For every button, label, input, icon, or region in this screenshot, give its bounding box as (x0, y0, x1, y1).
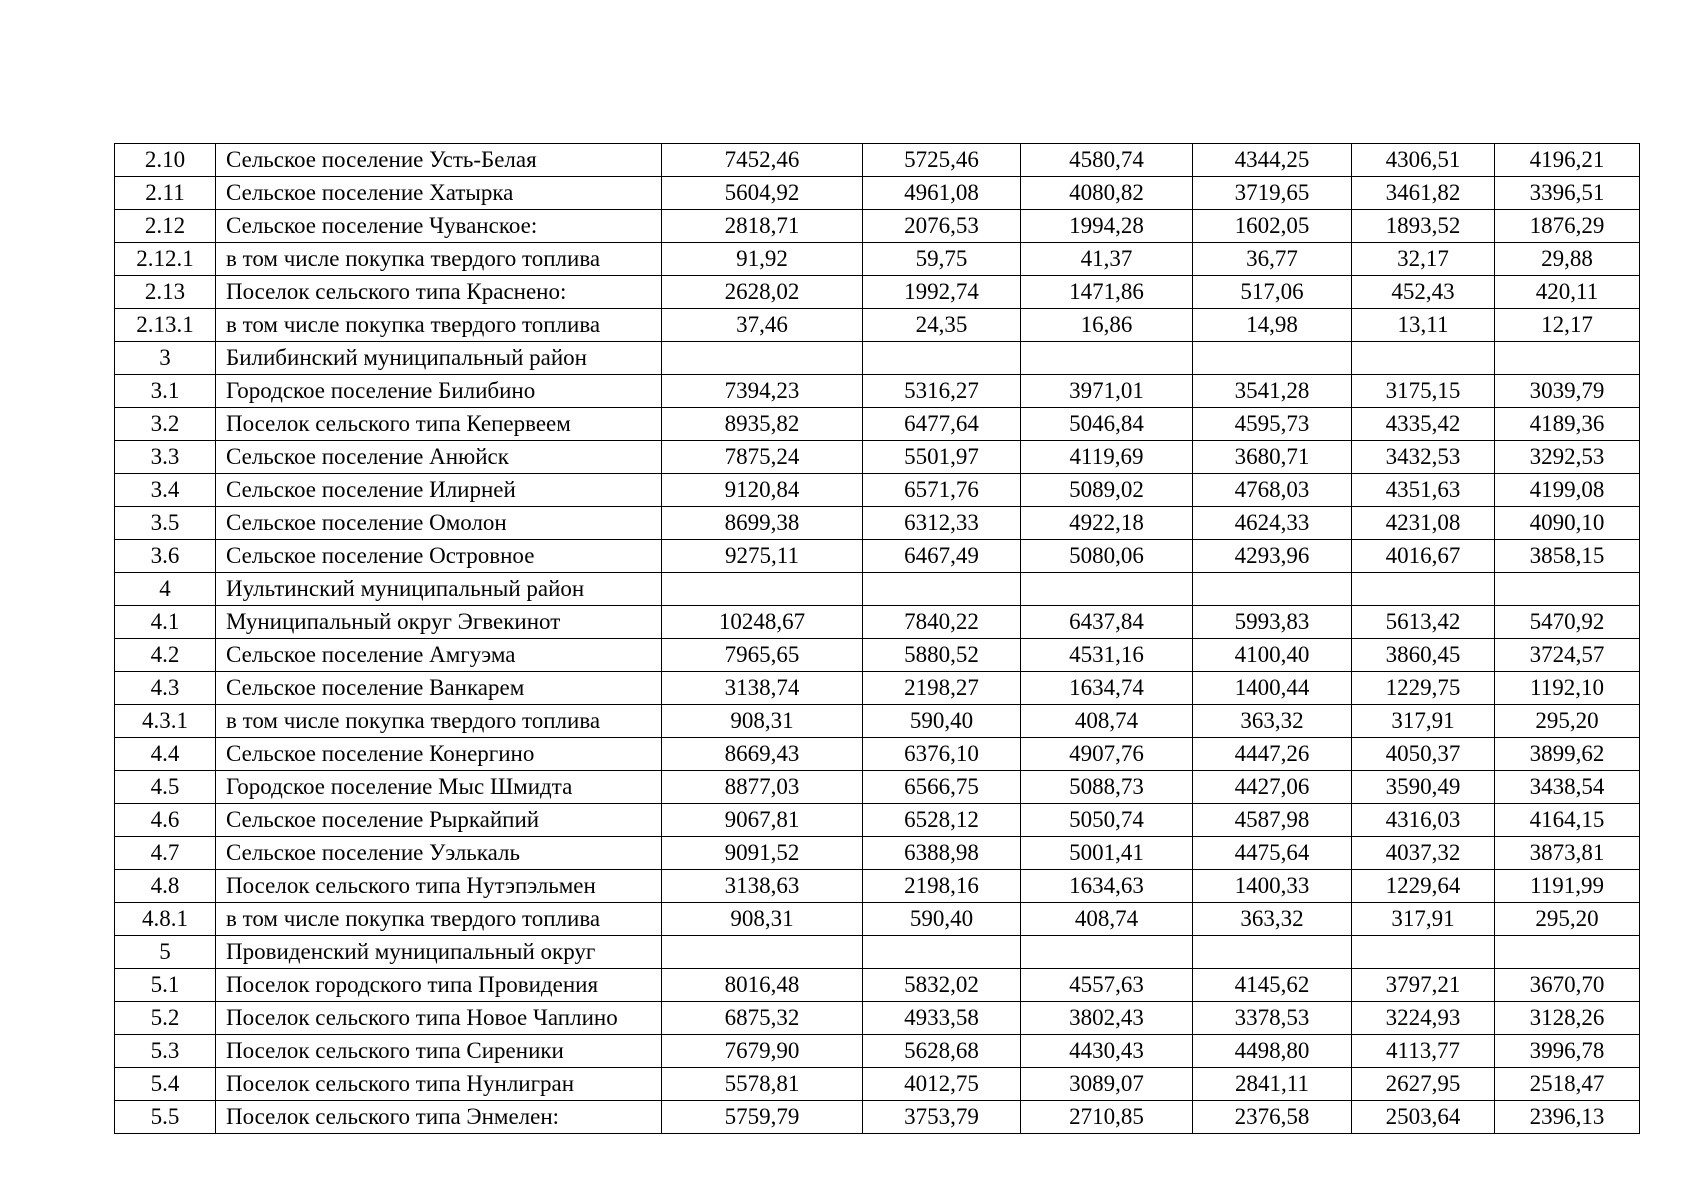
table-body (115, 144, 1640, 1134)
value-cell: 4344,25 (1193, 144, 1352, 177)
settlement-name-cell: в том числе покупка твердого топлива (216, 705, 662, 738)
value-cell: 4768,03 (1193, 474, 1352, 507)
value-cell: 1400,33 (1193, 870, 1352, 903)
row-number-cell: 5.5 (115, 1101, 216, 1134)
value-cell: 6388,98 (863, 837, 1021, 870)
value-cell: 4922,18 (1021, 507, 1193, 540)
value-cell: 3461,82 (1352, 177, 1495, 210)
table-row (115, 1035, 1640, 1068)
value-cell: 6566,75 (863, 771, 1021, 804)
value-cell: 295,20 (1495, 705, 1640, 738)
settlement-name-cell: Муниципальный округ Эгвекинот (216, 606, 662, 639)
value-cell: 1992,74 (863, 276, 1021, 309)
settlement-name-cell: Сельское поселение Амгуэма (216, 639, 662, 672)
table-row (115, 276, 1640, 309)
value-cell: 12,17 (1495, 309, 1640, 342)
value-cell: 590,40 (863, 903, 1021, 936)
row-number-cell: 4.3.1 (115, 705, 216, 738)
value-cell: 4430,43 (1021, 1035, 1193, 1068)
value-cell: 4580,74 (1021, 144, 1193, 177)
row-number-cell: 3.3 (115, 441, 216, 474)
value-cell: 5613,42 (1352, 606, 1495, 639)
value-cell: 3432,53 (1352, 441, 1495, 474)
settlement-name-cell: Сельское поселение Илирней (216, 474, 662, 507)
value-cell: 4907,76 (1021, 738, 1193, 771)
value-cell: 6437,84 (1021, 606, 1193, 639)
value-cell: 7840,22 (863, 606, 1021, 639)
value-cell: 4164,15 (1495, 804, 1640, 837)
value-cell: 4012,75 (863, 1068, 1021, 1101)
table-row (115, 342, 1640, 375)
value-cell: 1876,29 (1495, 210, 1640, 243)
value-cell: 1471,86 (1021, 276, 1193, 309)
data-table (114, 143, 1640, 1134)
value-cell: 8877,03 (662, 771, 863, 804)
value-cell: 3541,28 (1193, 375, 1352, 408)
value-cell: 1634,74 (1021, 672, 1193, 705)
value-cell: 36,77 (1193, 243, 1352, 276)
row-number-cell: 4.4 (115, 738, 216, 771)
value-cell: 5604,92 (662, 177, 863, 210)
value-cell: 3224,93 (1352, 1002, 1495, 1035)
value-cell: 5832,02 (863, 969, 1021, 1002)
value-cell: 4090,10 (1495, 507, 1640, 540)
value-cell: 317,91 (1352, 705, 1495, 738)
value-cell: 6312,33 (863, 507, 1021, 540)
value-cell: 5050,74 (1021, 804, 1193, 837)
value-cell: 4475,64 (1193, 837, 1352, 870)
value-cell: 8935,82 (662, 408, 863, 441)
value-cell: 3175,15 (1352, 375, 1495, 408)
value-cell: 4016,67 (1352, 540, 1495, 573)
value-cell: 2198,16 (863, 870, 1021, 903)
table-row (115, 573, 1640, 606)
value-cell: 3802,43 (1021, 1002, 1193, 1035)
value-cell: 908,31 (662, 705, 863, 738)
row-number-cell: 5 (115, 936, 216, 969)
value-cell: 4050,37 (1352, 738, 1495, 771)
value-cell: 7875,24 (662, 441, 863, 474)
settlement-name-cell: Сельское поселение Чуванское: (216, 210, 662, 243)
value-cell (863, 936, 1021, 969)
value-cell: 4961,08 (863, 177, 1021, 210)
value-cell: 4196,21 (1495, 144, 1640, 177)
value-cell: 3039,79 (1495, 375, 1640, 408)
value-cell: 3873,81 (1495, 837, 1640, 870)
value-cell (1021, 573, 1193, 606)
row-number-cell: 2.10 (115, 144, 216, 177)
table-row (115, 210, 1640, 243)
settlement-name-cell: Городское поселение Мыс Шмидта (216, 771, 662, 804)
value-cell (1193, 573, 1352, 606)
table-row (115, 408, 1640, 441)
value-cell: 3753,79 (863, 1101, 1021, 1134)
settlement-name-cell: Поселок сельского типа Нутэпэльмен (216, 870, 662, 903)
value-cell: 4231,08 (1352, 507, 1495, 540)
table-row (115, 441, 1640, 474)
value-cell: 3396,51 (1495, 177, 1640, 210)
value-cell: 4293,96 (1193, 540, 1352, 573)
settlement-name-cell: в том числе покупка твердого топлива (216, 243, 662, 276)
row-number-cell: 3.6 (115, 540, 216, 573)
value-cell: 6376,10 (863, 738, 1021, 771)
value-cell: 4557,63 (1021, 969, 1193, 1002)
table-row (115, 375, 1640, 408)
row-number-cell: 3.1 (115, 375, 216, 408)
row-number-cell: 4.2 (115, 639, 216, 672)
value-cell: 4113,77 (1352, 1035, 1495, 1068)
value-cell: 5628,68 (863, 1035, 1021, 1068)
value-cell: 5080,06 (1021, 540, 1193, 573)
value-cell: 590,40 (863, 705, 1021, 738)
settlement-name-cell: Сельское поселение Ванкарем (216, 672, 662, 705)
table-row (115, 705, 1640, 738)
row-number-cell: 3.5 (115, 507, 216, 540)
value-cell: 6467,49 (863, 540, 1021, 573)
value-cell: 5993,83 (1193, 606, 1352, 639)
value-cell: 1893,52 (1352, 210, 1495, 243)
value-cell: 317,91 (1352, 903, 1495, 936)
table-row (115, 639, 1640, 672)
value-cell: 3138,74 (662, 672, 863, 705)
value-cell: 2518,47 (1495, 1068, 1640, 1101)
value-cell: 5046,84 (1021, 408, 1193, 441)
value-cell: 6477,64 (863, 408, 1021, 441)
row-number-cell: 2.12 (115, 210, 216, 243)
settlement-name-cell: Городское поселение Билибино (216, 375, 662, 408)
value-cell (1352, 573, 1495, 606)
value-cell: 3971,01 (1021, 375, 1193, 408)
row-number-cell: 3 (115, 342, 216, 375)
table-row (115, 936, 1640, 969)
value-cell: 363,32 (1193, 705, 1352, 738)
table-row (115, 1068, 1640, 1101)
row-number-cell: 5.3 (115, 1035, 216, 1068)
value-cell: 41,37 (1021, 243, 1193, 276)
settlement-name-cell: Иультинский муниципальный район (216, 573, 662, 606)
value-cell: 3996,78 (1495, 1035, 1640, 1068)
table-row (115, 606, 1640, 639)
value-cell: 6571,76 (863, 474, 1021, 507)
settlement-name-cell: Провиденский муниципальный округ (216, 936, 662, 969)
value-cell: 8016,48 (662, 969, 863, 1002)
settlement-name-cell: Сельское поселение Омолон (216, 507, 662, 540)
value-cell: 3724,57 (1495, 639, 1640, 672)
value-cell: 6528,12 (863, 804, 1021, 837)
value-cell: 1229,75 (1352, 672, 1495, 705)
value-cell: 29,88 (1495, 243, 1640, 276)
settlement-name-cell: Сельское поселение Островное (216, 540, 662, 573)
table-row (115, 771, 1640, 804)
value-cell: 3860,45 (1352, 639, 1495, 672)
value-cell: 408,74 (1021, 705, 1193, 738)
value-cell: 8699,38 (662, 507, 863, 540)
table-row (115, 144, 1640, 177)
value-cell: 9275,11 (662, 540, 863, 573)
value-cell: 9067,81 (662, 804, 863, 837)
value-cell: 3680,71 (1193, 441, 1352, 474)
value-cell (662, 936, 863, 969)
row-number-cell: 3.4 (115, 474, 216, 507)
row-number-cell: 4 (115, 573, 216, 606)
value-cell: 1634,63 (1021, 870, 1193, 903)
value-cell: 4080,82 (1021, 177, 1193, 210)
table-row (115, 540, 1640, 573)
value-cell: 4447,26 (1193, 738, 1352, 771)
value-cell: 4351,63 (1352, 474, 1495, 507)
value-cell: 37,46 (662, 309, 863, 342)
value-cell: 4595,73 (1193, 408, 1352, 441)
value-cell: 1400,44 (1193, 672, 1352, 705)
value-cell: 1602,05 (1193, 210, 1352, 243)
value-cell: 1192,10 (1495, 672, 1640, 705)
settlement-name-cell: Сельское поселение Рыркайпий (216, 804, 662, 837)
value-cell: 295,20 (1495, 903, 1640, 936)
value-cell: 3797,21 (1352, 969, 1495, 1002)
row-number-cell: 4.6 (115, 804, 216, 837)
value-cell: 4624,33 (1193, 507, 1352, 540)
value-cell: 4119,69 (1021, 441, 1193, 474)
table-row (115, 474, 1640, 507)
value-cell: 4199,08 (1495, 474, 1640, 507)
value-cell: 4427,06 (1193, 771, 1352, 804)
value-cell: 452,43 (1352, 276, 1495, 309)
value-cell: 1191,99 (1495, 870, 1640, 903)
table-row (115, 507, 1640, 540)
value-cell: 4316,03 (1352, 804, 1495, 837)
value-cell: 32,17 (1352, 243, 1495, 276)
value-cell: 14,98 (1193, 309, 1352, 342)
value-cell: 5316,27 (863, 375, 1021, 408)
row-number-cell: 5.1 (115, 969, 216, 1002)
value-cell: 1229,64 (1352, 870, 1495, 903)
value-cell: 5725,46 (863, 144, 1021, 177)
value-cell: 4933,58 (863, 1002, 1021, 1035)
value-cell: 24,35 (863, 309, 1021, 342)
table-row (115, 804, 1640, 837)
value-cell (1193, 342, 1352, 375)
settlement-name-cell: Сельское поселение Хатырка (216, 177, 662, 210)
row-number-cell: 3.2 (115, 408, 216, 441)
value-cell: 4498,80 (1193, 1035, 1352, 1068)
value-cell: 5880,52 (863, 639, 1021, 672)
settlement-name-cell: Сельское поселение Анюйск (216, 441, 662, 474)
value-cell (662, 573, 863, 606)
table-row (115, 1101, 1640, 1134)
value-cell: 91,92 (662, 243, 863, 276)
value-cell: 2710,85 (1021, 1101, 1193, 1134)
value-cell (863, 573, 1021, 606)
value-cell: 7965,65 (662, 639, 863, 672)
value-cell: 3899,62 (1495, 738, 1640, 771)
settlement-name-cell: Поселок сельского типа Нунлигран (216, 1068, 662, 1101)
value-cell: 2841,11 (1193, 1068, 1352, 1101)
value-cell: 9091,52 (662, 837, 863, 870)
value-cell: 2628,02 (662, 276, 863, 309)
value-cell: 2396,13 (1495, 1101, 1640, 1134)
value-cell: 8669,43 (662, 738, 863, 771)
value-cell: 4335,42 (1352, 408, 1495, 441)
row-number-cell: 2.11 (115, 177, 216, 210)
value-cell: 5578,81 (662, 1068, 863, 1101)
value-cell: 5501,97 (863, 441, 1021, 474)
table-row (115, 870, 1640, 903)
value-cell: 1994,28 (1021, 210, 1193, 243)
value-cell (1021, 342, 1193, 375)
value-cell (1193, 936, 1352, 969)
value-cell (1495, 573, 1640, 606)
table-row (115, 243, 1640, 276)
row-number-cell: 4.8 (115, 870, 216, 903)
settlement-name-cell: Билибинский муниципальный район (216, 342, 662, 375)
table-row (115, 672, 1640, 705)
value-cell: 3378,53 (1193, 1002, 1352, 1035)
value-cell: 5470,92 (1495, 606, 1640, 639)
table-row (115, 738, 1640, 771)
value-cell: 3719,65 (1193, 177, 1352, 210)
value-cell: 3089,07 (1021, 1068, 1193, 1101)
value-cell: 9120,84 (662, 474, 863, 507)
value-cell (1495, 936, 1640, 969)
row-number-cell: 4.1 (115, 606, 216, 639)
value-cell: 420,11 (1495, 276, 1640, 309)
value-cell: 517,06 (1193, 276, 1352, 309)
row-number-cell: 4.3 (115, 672, 216, 705)
value-cell: 2503,64 (1352, 1101, 1495, 1134)
value-cell: 3858,15 (1495, 540, 1640, 573)
settlement-name-cell: Поселок сельского типа Энмелен: (216, 1101, 662, 1134)
value-cell: 2627,95 (1352, 1068, 1495, 1101)
value-cell: 7394,23 (662, 375, 863, 408)
table-row (115, 309, 1640, 342)
value-cell: 4145,62 (1193, 969, 1352, 1002)
row-number-cell: 5.2 (115, 1002, 216, 1035)
value-cell: 13,11 (1352, 309, 1495, 342)
value-cell: 3292,53 (1495, 441, 1640, 474)
row-number-cell: 4.5 (115, 771, 216, 804)
row-number-cell: 2.12.1 (115, 243, 216, 276)
value-cell: 2376,58 (1193, 1101, 1352, 1134)
value-cell: 5088,73 (1021, 771, 1193, 804)
value-cell: 4306,51 (1352, 144, 1495, 177)
settlement-name-cell: Сельское поселение Уэлькаль (216, 837, 662, 870)
value-cell: 4189,36 (1495, 408, 1640, 441)
value-cell: 10248,67 (662, 606, 863, 639)
value-cell: 5001,41 (1021, 837, 1193, 870)
value-cell: 4587,98 (1193, 804, 1352, 837)
value-cell: 2198,27 (863, 672, 1021, 705)
value-cell: 3670,70 (1495, 969, 1640, 1002)
value-cell: 3128,26 (1495, 1002, 1640, 1035)
value-cell: 5759,79 (662, 1101, 863, 1134)
value-cell: 2818,71 (662, 210, 863, 243)
value-cell (1021, 936, 1193, 969)
value-cell: 5089,02 (1021, 474, 1193, 507)
settlement-name-cell: Поселок сельского типа Краснено: (216, 276, 662, 309)
settlement-name-cell: Поселок сельского типа Сиреники (216, 1035, 662, 1068)
settlement-name-cell: в том числе покупка твердого топлива (216, 309, 662, 342)
settlement-name-cell: Поселок городского типа Провидения (216, 969, 662, 1002)
value-cell: 6875,32 (662, 1002, 863, 1035)
value-cell: 3438,54 (1495, 771, 1640, 804)
settlement-name-cell: в том числе покупка твердого топлива (216, 903, 662, 936)
value-cell (1495, 342, 1640, 375)
table-row (115, 177, 1640, 210)
value-cell (1352, 936, 1495, 969)
value-cell: 7452,46 (662, 144, 863, 177)
row-number-cell: 5.4 (115, 1068, 216, 1101)
value-cell: 4100,40 (1193, 639, 1352, 672)
settlement-name-cell: Сельское поселение Усть-Белая (216, 144, 662, 177)
value-cell: 3590,49 (1352, 771, 1495, 804)
value-cell: 2076,53 (863, 210, 1021, 243)
table-row (115, 969, 1640, 1002)
value-cell: 59,75 (863, 243, 1021, 276)
value-cell: 3138,63 (662, 870, 863, 903)
value-cell: 4037,32 (1352, 837, 1495, 870)
value-cell: 908,31 (662, 903, 863, 936)
value-cell: 4531,16 (1021, 639, 1193, 672)
value-cell (1352, 342, 1495, 375)
value-cell (863, 342, 1021, 375)
table-row (115, 1002, 1640, 1035)
value-cell: 363,32 (1193, 903, 1352, 936)
table-row (115, 903, 1640, 936)
value-cell: 7679,90 (662, 1035, 863, 1068)
settlement-name-cell: Поселок сельского типа Новое Чаплино (216, 1002, 662, 1035)
table-row (115, 837, 1640, 870)
row-number-cell: 2.13 (115, 276, 216, 309)
row-number-cell: 2.13.1 (115, 309, 216, 342)
row-number-cell: 4.7 (115, 837, 216, 870)
settlement-name-cell: Сельское поселение Конергино (216, 738, 662, 771)
value-cell: 408,74 (1021, 903, 1193, 936)
settlement-name-cell: Поселок сельского типа Кепервеем (216, 408, 662, 441)
value-cell: 16,86 (1021, 309, 1193, 342)
value-cell (662, 342, 863, 375)
row-number-cell: 4.8.1 (115, 903, 216, 936)
